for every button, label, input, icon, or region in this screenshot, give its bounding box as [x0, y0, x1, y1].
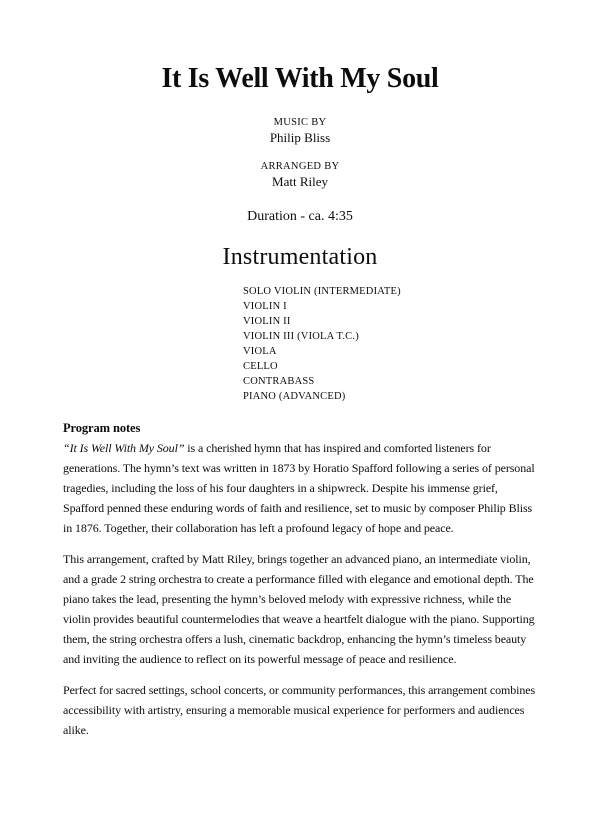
instrument-item-contrabass: CONTRABASS: [243, 376, 315, 387]
arranger-name: Matt Riley: [272, 174, 328, 189]
instrument-item-cello: CELLO: [243, 361, 278, 372]
page-title: It Is Well With My Soul: [161, 63, 439, 94]
instrument-list: [243, 284, 600, 404]
instrument-item-viola: VIOLA: [243, 346, 277, 357]
program-notes-paragraph-3: Perfect for sacred settings, school concerts, or community performances, this arrangement combines accessibility with artistry, ensuring a memorable musical experience for performers and audiences alike.: [63, 683, 536, 737]
instrumentation-heading: Instrumentation: [222, 244, 378, 270]
arranged-by-label: ARRANGED BY: [260, 161, 340, 172]
paragraph-1-text: is a cherished hymn that has inspired and comforted listeners for generations. The hymn’s text was written in 1873 by Horatio Spafford following a series of personal tragedies, including the loss of his four daughters in a shipwreck. Despite his immense grief, Spafford penned these enduring words of faith and resilience, set to music by composer Philip Bliss in 1876. Together, their collaboration has left a profound legacy of hope and peace.: [63, 441, 535, 535]
program-notes-section: [63, 418, 538, 740]
instrument-item-piano: PIANO (ADVANCED): [243, 391, 346, 402]
hymn-title-italic: “It Is Well With My Soul”: [63, 441, 185, 455]
instrument-item-violin-2: VIOLIN II: [243, 316, 291, 327]
composer-name: Philip Bliss: [269, 130, 331, 145]
instrument-item-solo-violin: SOLO VIOLIN (INTERMEDIATE): [243, 286, 401, 297]
program-notes-paragraph-2: This arrangement, crafted by Matt Riley, brings together an advanced piano, an intermediate violin, and a grade 2 string orchestra to create a performance filled with elegance and emotional depth. The piano takes the lead, presenting the hymn’s beloved melody with expressive richness, while the violin provides beautiful countermelodies that weave a heartfelt dialogue with the piano. Supporting them, the string orchestra offers a lush, cinematic backdrop, enhancing the hymn’s timeless beauty and inviting the audience to reflect on its powerful message of peace and resilience.: [63, 552, 535, 666]
program-notes-paragraph-1: [63, 438, 538, 538]
duration-text: Duration - ca. 4:35: [247, 209, 353, 224]
instrument-item-violin-1: VIOLIN I: [243, 301, 287, 312]
program-notes-heading: Program notes: [63, 421, 141, 435]
instrument-item-violin-3: VIOLIN III (VIOLA T.C.): [243, 331, 359, 342]
music-by-label: MUSIC BY: [273, 117, 327, 128]
